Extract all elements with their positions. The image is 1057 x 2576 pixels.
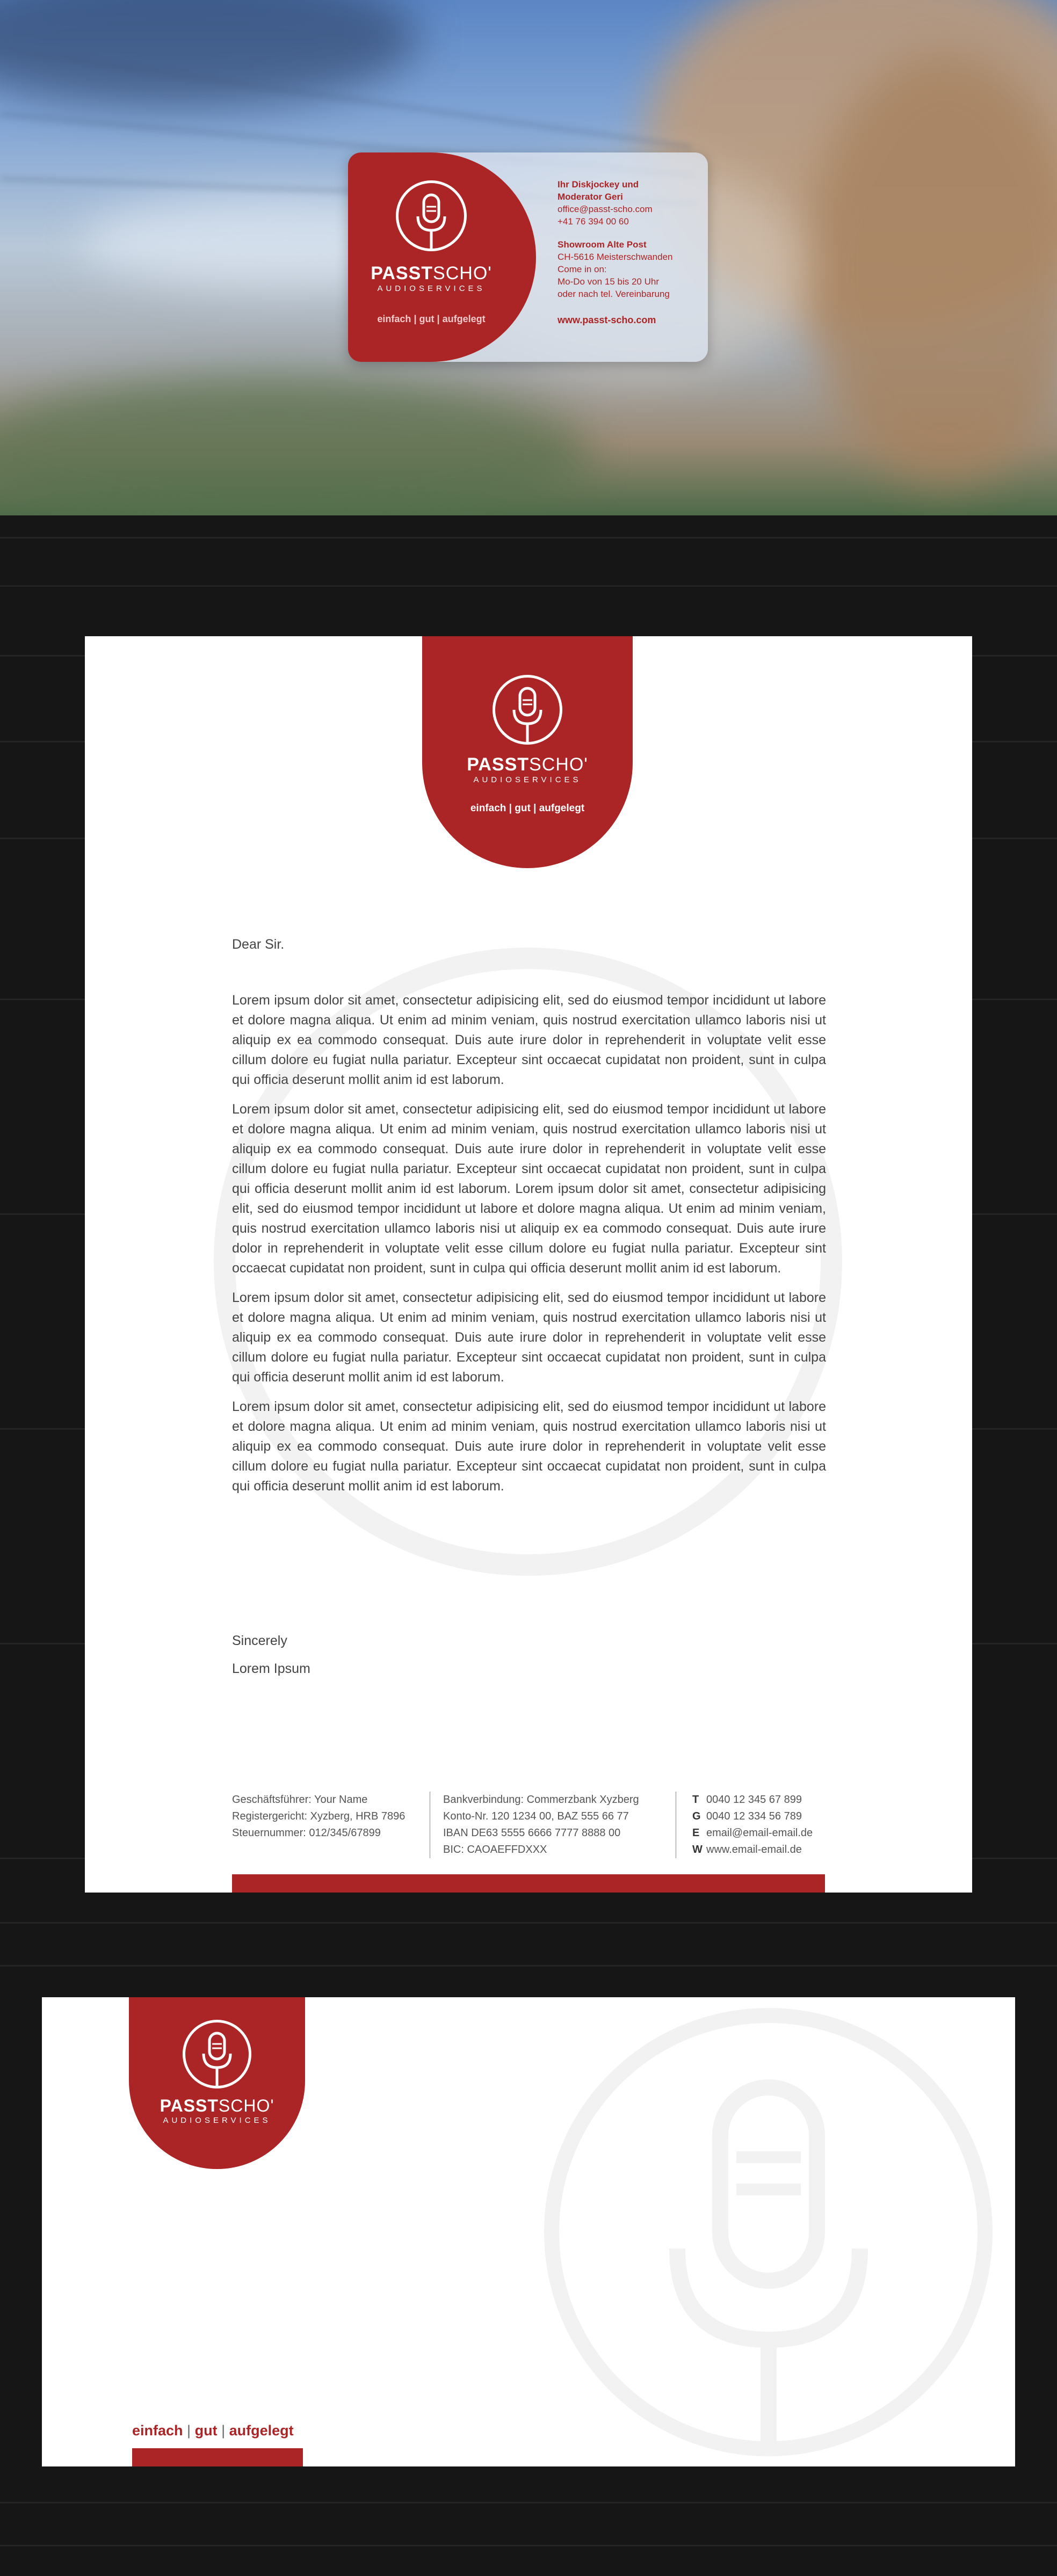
brand-subtitle: AUDIOSERVICES	[163, 2116, 271, 2125]
footer-line: Steuernummer: 012/345/67899	[232, 1827, 381, 1839]
business-card	[348, 152, 708, 362]
card-website[interactable]: www.passt-scho.com	[558, 315, 656, 325]
card-email[interactable]: office@passt-scho.com	[558, 204, 653, 214]
card-title-line2: Moderator Geri	[558, 192, 623, 202]
letter-paragraph: Lorem ipsum dolor sit amet, consectetur adipisicing elit, sed do eiusmod tempor incididunt ut labore et dolore magna aliqua. Ut enim ad minim veniam, quis nostrud exercitation ullamco laboris nisi ut aliquip ex ea commodo consequat. Duis aute irure dolor in reprehenderit in voluptate velit esse cillum dolore eu fugiat nulla pariatur. Excepteur sint occaecat cupidatat non proident, sunt in culpa qui officia deserunt mollit anim id est laborum.	[232, 1290, 826, 1385]
microphone-icon	[493, 675, 562, 745]
footer-phone: T 0040 12 345 67 899	[692, 1794, 802, 1806]
card-brand-panel	[348, 152, 536, 362]
microphone-watermark-icon	[544, 2008, 993, 2456]
card-hours: Mo-Do von 15 bis 20 Uhr	[558, 276, 659, 287]
footer-line: BIC: CAOAEFFDXXX	[443, 1844, 547, 1855]
letter-body	[232, 991, 826, 1506]
brand-subtitle: AUDIOSERVICES	[473, 775, 582, 784]
brand-tagline: einfach | gut | aufgelegt	[377, 314, 486, 324]
letterhead-logo-badge	[422, 636, 633, 868]
footer-mobile: G 0040 12 334 56 789	[692, 1810, 802, 1822]
footer-line: Bankverbindung: Commerzbank Xyzberg	[443, 1794, 639, 1806]
brand-logo	[370, 180, 493, 325]
letter-paragraph: Lorem ipsum dolor sit amet, consectetur adipisicing elit, sed do eiusmod tempor incididunt ut labore et dolore magna aliqua. Ut enim ad minim veniam, quis nostrud exercitation ullamco laboris nisi ut aliquip ex ea commodo consequat. Duis aute irure dolor in reprehenderit in voluptate velit esse cillum dolore eu fugiat nulla pariatur. Excepteur sint occaecat cupidatat non proident, sunt in culpa qui officia deserunt mollit anim id est laborum.	[232, 1399, 826, 1494]
card-appointment: oder nach tel. Vereinbarung	[558, 289, 670, 299]
footer-bank-info	[430, 1792, 669, 1858]
brand-subtitle: AUDIOSERVICES	[377, 284, 486, 293]
footer-line: Registergericht: Xyzberg, HRB 7896	[232, 1810, 406, 1822]
footer-line: IBAN DE63 5555 6666 7777 8888 00	[443, 1827, 621, 1839]
card-come-in: Come in on:	[558, 264, 607, 274]
envelope-logo-badge	[129, 1997, 305, 2169]
signature-name: Lorem Ipsum	[232, 1661, 310, 1676]
footer-line: Konto-Nr. 120 1234 00, BAZ 555 66 77	[443, 1810, 629, 1822]
letter-closing	[232, 1627, 310, 1683]
envelope-tagline: einfach | gut | aufgelegt	[132, 2422, 294, 2439]
brand-name: PASSTSCHO'	[467, 754, 588, 775]
card-title-line1: Ihr Diskjockey und	[558, 179, 639, 190]
card-contact-info	[558, 178, 703, 326]
brand-tagline: einfach | gut | aufgelegt	[470, 803, 585, 814]
microphone-icon	[183, 2020, 251, 2089]
brand-name: PASSTSCHO'	[371, 263, 492, 283]
letter-paragraph: Lorem ipsum dolor sit amet, consectetur adipisicing elit, sed do eiusmod tempor incididunt ut labore et dolore magna aliqua. Ut enim ad minim veniam, quis nostrud exercitation ullamco laboris nisi ut aliquip ex ea commodo consequat. Duis aute irure dolor in reprehenderit in voluptate velit esse cillum dolore eu fugiat nulla pariatur. Excepteur sint occaecat cupidatat non proident, sunt in culpa qui officia deserunt mollit anim id est laborum.	[232, 993, 826, 1087]
card-phone: +41 76 394 00 60	[558, 216, 629, 227]
envelope-accent-bar	[132, 2448, 303, 2466]
blurred-photo-background	[0, 0, 1057, 515]
envelope	[42, 1997, 1015, 2466]
letterhead-accent-bar	[232, 1874, 825, 1893]
card-showroom-title: Showroom Alte Post	[558, 239, 647, 250]
footer-line: Geschäftsführer: Your Name	[232, 1794, 368, 1806]
footer-website[interactable]: W www.email-email.de	[692, 1844, 802, 1855]
letter-paragraph: Lorem ipsum dolor sit amet, consectetur adipisicing elit, sed do eiusmod tempor incididunt ut labore et dolore magna aliqua. Ut enim ad minim veniam, quis nostrud exercitation ullamco laboris nisi ut aliquip ex ea commodo consequat. Duis aute irure dolor in reprehenderit in voluptate velit esse cillum dolore eu fugiat nulla pariatur. Excepteur sint occaecat cupidatat non proident, sunt in culpa qui officia deserunt mollit anim id est laborum. Lorem ipsum dolor sit amet, consectetur adipisicing elit, sed do eiusmod tempor incididunt ut labore et dolore magna aliqua. Ut enim ad minim veniam, quis nostrud exercitation ullamco laboris nisi ut aliquip ex ea commodo consequat. Duis aute irure dolor in reprehenderit in voluptate velit esse cillum dolore eu fugiat nulla pariatur. Excepteur sint occaecat cupidatat non proident, sunt in culpa qui officia deserunt mollit anim id est laborum.	[232, 1102, 826, 1276]
letter-salutation: Dear Sir.	[232, 937, 285, 952]
footer-email[interactable]: E email@email-email.de	[692, 1827, 813, 1839]
letterhead-page	[85, 636, 972, 1893]
closing-text: Sincerely	[232, 1633, 287, 1648]
footer-contact-info	[676, 1792, 853, 1858]
brand-name: PASSTSCHO'	[160, 2096, 274, 2115]
card-address: CH-5616 Meisterschwanden	[558, 252, 673, 262]
microphone-icon	[396, 180, 467, 251]
footer-company-info	[232, 1792, 425, 1842]
